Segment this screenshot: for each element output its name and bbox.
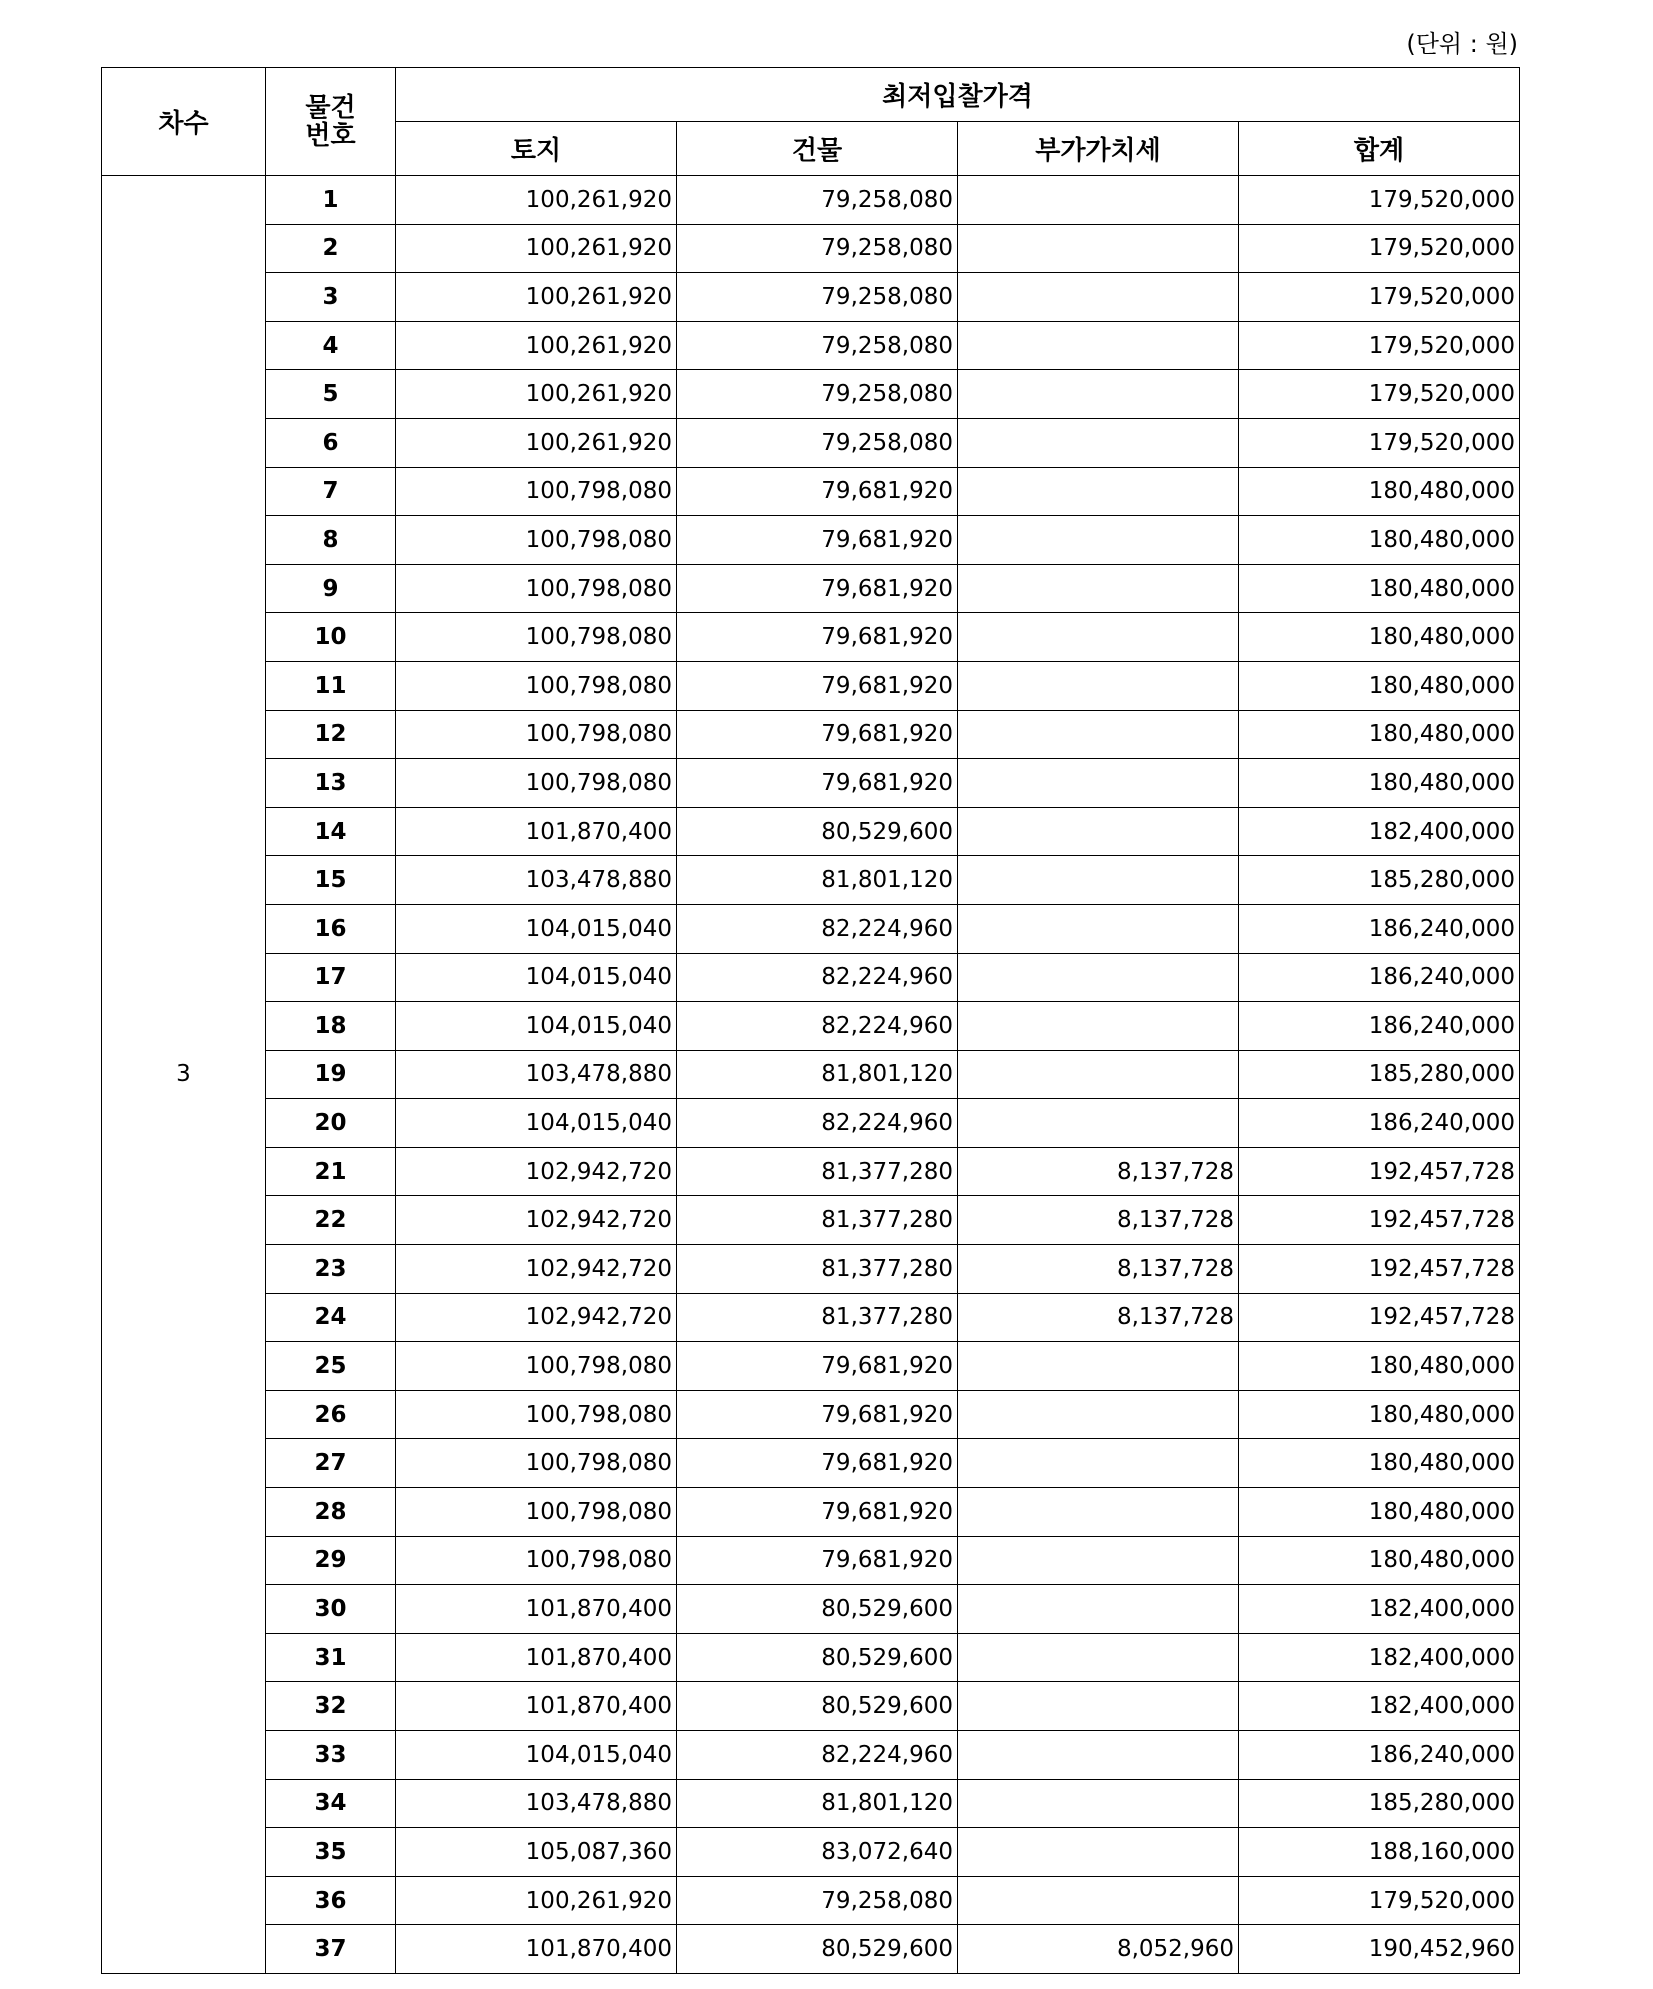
table-row (102, 710, 1520, 759)
table-row (102, 807, 1520, 856)
building-price-cell: 79,681,920 (677, 759, 958, 808)
table-row (102, 273, 1520, 322)
land-price-cell: 100,798,080 (396, 661, 677, 710)
land-price-cell: 104,015,040 (396, 1731, 677, 1780)
item-no-cell: 20 (266, 1099, 396, 1148)
table-row (102, 370, 1520, 419)
vat-cell (958, 370, 1239, 419)
land-price-cell: 103,478,880 (396, 1050, 677, 1099)
building-price-cell: 79,258,080 (677, 224, 958, 273)
table-row (102, 1488, 1520, 1537)
round-cell: 3 (102, 176, 266, 1974)
table-row (102, 1536, 1520, 1585)
item-no-cell: 27 (266, 1439, 396, 1488)
total-price-cell: 192,457,728 (1239, 1196, 1520, 1245)
item-no-cell: 15 (266, 856, 396, 905)
table-row (102, 516, 1520, 565)
building-price-cell: 82,224,960 (677, 953, 958, 1002)
total-price-cell: 192,457,728 (1239, 1245, 1520, 1294)
table-row (102, 661, 1520, 710)
item-no-cell: 3 (266, 273, 396, 322)
building-price-cell: 79,681,920 (677, 710, 958, 759)
building-price-cell: 82,224,960 (677, 904, 958, 953)
item-no-cell: 37 (266, 1925, 396, 1974)
land-price-cell: 104,015,040 (396, 1002, 677, 1051)
building-price-cell: 82,224,960 (677, 1002, 958, 1051)
total-price-cell: 179,520,000 (1239, 273, 1520, 322)
land-price-cell: 102,942,720 (396, 1245, 677, 1294)
building-price-cell: 80,529,600 (677, 1633, 958, 1682)
total-price-cell: 180,480,000 (1239, 613, 1520, 662)
vat-cell (958, 516, 1239, 565)
land-price-cell: 100,261,920 (396, 418, 677, 467)
table-row (102, 1293, 1520, 1342)
land-price-cell: 102,942,720 (396, 1196, 677, 1245)
table-row (102, 953, 1520, 1002)
total-price-cell: 185,280,000 (1239, 1050, 1520, 1099)
item-no-cell: 30 (266, 1585, 396, 1634)
total-price-cell: 190,452,960 (1239, 1925, 1520, 1974)
header-vat: 부가가치세 (958, 122, 1239, 176)
land-price-cell: 100,798,080 (396, 710, 677, 759)
header-round: 차수 (102, 68, 266, 176)
vat-cell (958, 564, 1239, 613)
vat-cell (958, 613, 1239, 662)
building-price-cell: 79,258,080 (677, 273, 958, 322)
building-price-cell: 79,681,920 (677, 1342, 958, 1391)
building-price-cell: 79,258,080 (677, 1876, 958, 1925)
building-price-cell: 79,681,920 (677, 1390, 958, 1439)
total-price-cell: 179,520,000 (1239, 370, 1520, 419)
land-price-cell: 100,798,080 (396, 759, 677, 808)
item-no-cell: 33 (266, 1731, 396, 1780)
total-price-cell: 185,280,000 (1239, 1779, 1520, 1828)
table-row (102, 1147, 1520, 1196)
table-row (102, 1682, 1520, 1731)
vat-cell (958, 467, 1239, 516)
vat-cell (958, 1779, 1239, 1828)
land-price-cell: 100,261,920 (396, 224, 677, 273)
building-price-cell: 79,681,920 (677, 613, 958, 662)
table-row (102, 418, 1520, 467)
vat-cell (958, 1390, 1239, 1439)
header-min-bid: 최저입찰가격 (396, 68, 1520, 122)
vat-cell (958, 176, 1239, 225)
item-no-cell: 31 (266, 1633, 396, 1682)
land-price-cell: 102,942,720 (396, 1147, 677, 1196)
building-price-cell: 82,224,960 (677, 1099, 958, 1148)
vat-cell (958, 661, 1239, 710)
vat-cell (958, 1682, 1239, 1731)
building-price-cell: 79,681,920 (677, 1439, 958, 1488)
land-price-cell: 103,478,880 (396, 856, 677, 905)
land-price-cell: 100,798,080 (396, 467, 677, 516)
building-price-cell: 81,377,280 (677, 1147, 958, 1196)
table-body (102, 176, 1520, 1974)
item-no-cell: 25 (266, 1342, 396, 1391)
table-row (102, 1050, 1520, 1099)
land-price-cell: 100,798,080 (396, 1488, 677, 1537)
vat-cell (958, 710, 1239, 759)
table-row (102, 1731, 1520, 1780)
building-price-cell: 80,529,600 (677, 1585, 958, 1634)
item-no-cell: 1 (266, 176, 396, 225)
table-row (102, 1779, 1520, 1828)
table-row (102, 1002, 1520, 1051)
vat-cell (958, 856, 1239, 905)
table-row (102, 759, 1520, 808)
item-no-cell: 22 (266, 1196, 396, 1245)
total-price-cell: 186,240,000 (1239, 1099, 1520, 1148)
table-row (102, 856, 1520, 905)
land-price-cell: 100,798,080 (396, 1536, 677, 1585)
item-no-cell: 13 (266, 759, 396, 808)
item-no-cell: 35 (266, 1828, 396, 1877)
vat-cell: 8,137,728 (958, 1293, 1239, 1342)
table-row (102, 1925, 1520, 1974)
total-price-cell: 180,480,000 (1239, 1390, 1520, 1439)
vat-cell (958, 1633, 1239, 1682)
total-price-cell: 180,480,000 (1239, 759, 1520, 808)
item-no-cell: 24 (266, 1293, 396, 1342)
building-price-cell: 80,529,600 (677, 1682, 958, 1731)
total-price-cell: 186,240,000 (1239, 953, 1520, 1002)
vat-cell: 8,052,960 (958, 1925, 1239, 1974)
total-price-cell: 182,400,000 (1239, 1633, 1520, 1682)
vat-cell: 8,137,728 (958, 1245, 1239, 1294)
vat-cell (958, 1002, 1239, 1051)
unit-label: (단위 : 원) (1406, 30, 1518, 58)
total-price-cell: 180,480,000 (1239, 661, 1520, 710)
total-price-cell: 186,240,000 (1239, 1002, 1520, 1051)
vat-cell (958, 759, 1239, 808)
building-price-cell: 79,681,920 (677, 564, 958, 613)
item-no-cell: 10 (266, 613, 396, 662)
item-no-cell: 19 (266, 1050, 396, 1099)
land-price-cell: 104,015,040 (396, 904, 677, 953)
building-price-cell: 79,258,080 (677, 370, 958, 419)
total-price-cell: 180,480,000 (1239, 516, 1520, 565)
item-no-cell: 32 (266, 1682, 396, 1731)
table-row (102, 321, 1520, 370)
building-price-cell: 79,258,080 (677, 418, 958, 467)
building-price-cell: 83,072,640 (677, 1828, 958, 1877)
land-price-cell: 101,870,400 (396, 1585, 677, 1634)
vat-cell (958, 1050, 1239, 1099)
building-price-cell: 79,681,920 (677, 661, 958, 710)
total-price-cell: 180,480,000 (1239, 564, 1520, 613)
item-no-cell: 12 (266, 710, 396, 759)
item-no-cell: 26 (266, 1390, 396, 1439)
land-price-cell: 100,261,920 (396, 370, 677, 419)
vat-cell (958, 321, 1239, 370)
building-price-cell: 79,681,920 (677, 467, 958, 516)
vat-cell (958, 1488, 1239, 1537)
table-row (102, 224, 1520, 273)
vat-cell (958, 904, 1239, 953)
total-price-cell: 179,520,000 (1239, 224, 1520, 273)
land-price-cell: 102,942,720 (396, 1293, 677, 1342)
total-price-cell: 179,520,000 (1239, 1876, 1520, 1925)
item-no-cell: 6 (266, 418, 396, 467)
total-price-cell: 185,280,000 (1239, 856, 1520, 905)
building-price-cell: 79,258,080 (677, 176, 958, 225)
land-price-cell: 104,015,040 (396, 1099, 677, 1148)
item-no-cell: 4 (266, 321, 396, 370)
vat-cell (958, 418, 1239, 467)
total-price-cell: 188,160,000 (1239, 1828, 1520, 1877)
building-price-cell: 79,681,920 (677, 516, 958, 565)
building-price-cell: 80,529,600 (677, 1925, 958, 1974)
total-price-cell: 180,480,000 (1239, 467, 1520, 516)
total-price-cell: 192,457,728 (1239, 1147, 1520, 1196)
table-row (102, 1439, 1520, 1488)
land-price-cell: 101,870,400 (396, 1925, 677, 1974)
table-row (102, 1828, 1520, 1877)
total-price-cell: 186,240,000 (1239, 904, 1520, 953)
table-row (102, 1245, 1520, 1294)
header-item-no-line1: 물건 (305, 92, 356, 123)
item-no-cell: 2 (266, 224, 396, 273)
vat-cell (958, 953, 1239, 1002)
vat-cell (958, 1876, 1239, 1925)
land-price-cell: 104,015,040 (396, 953, 677, 1002)
total-price-cell: 182,400,000 (1239, 1682, 1520, 1731)
vat-cell (958, 224, 1239, 273)
land-price-cell: 105,087,360 (396, 1828, 677, 1877)
vat-cell (958, 1099, 1239, 1148)
vat-cell (958, 807, 1239, 856)
header-land: 토지 (396, 122, 677, 176)
table-row (102, 1342, 1520, 1391)
building-price-cell: 79,258,080 (677, 321, 958, 370)
item-no-cell: 9 (266, 564, 396, 613)
land-price-cell: 100,261,920 (396, 321, 677, 370)
building-price-cell: 81,377,280 (677, 1293, 958, 1342)
table-row (102, 1633, 1520, 1682)
building-price-cell: 79,681,920 (677, 1488, 958, 1537)
item-no-cell: 11 (266, 661, 396, 710)
item-no-cell: 8 (266, 516, 396, 565)
item-no-cell: 28 (266, 1488, 396, 1537)
min-bid-price-table (101, 67, 1520, 1974)
total-price-cell: 179,520,000 (1239, 418, 1520, 467)
item-no-cell: 36 (266, 1876, 396, 1925)
total-price-cell: 186,240,000 (1239, 1731, 1520, 1780)
building-price-cell: 81,377,280 (677, 1245, 958, 1294)
header-item-no (266, 68, 396, 176)
item-no-cell: 14 (266, 807, 396, 856)
item-no-cell: 29 (266, 1536, 396, 1585)
item-no-cell: 34 (266, 1779, 396, 1828)
land-price-cell: 100,798,080 (396, 1342, 677, 1391)
vat-cell (958, 273, 1239, 322)
item-no-cell: 23 (266, 1245, 396, 1294)
vat-cell (958, 1585, 1239, 1634)
header-item-no-line2: 번호 (305, 120, 356, 151)
building-price-cell: 80,529,600 (677, 807, 958, 856)
table-row (102, 467, 1520, 516)
total-price-cell: 180,480,000 (1239, 1439, 1520, 1488)
item-no-cell: 16 (266, 904, 396, 953)
vat-cell (958, 1828, 1239, 1877)
land-price-cell: 100,261,920 (396, 176, 677, 225)
building-price-cell: 81,801,120 (677, 856, 958, 905)
land-price-cell: 101,870,400 (396, 1633, 677, 1682)
table-row (102, 1876, 1520, 1925)
vat-cell (958, 1439, 1239, 1488)
table-row (102, 1099, 1520, 1148)
land-price-cell: 101,870,400 (396, 1682, 677, 1731)
land-price-cell: 100,798,080 (396, 613, 677, 662)
building-price-cell: 81,377,280 (677, 1196, 958, 1245)
table-row (102, 1585, 1520, 1634)
vat-cell (958, 1536, 1239, 1585)
table-row (102, 1390, 1520, 1439)
vat-cell (958, 1342, 1239, 1391)
table-row (102, 1196, 1520, 1245)
total-price-cell: 179,520,000 (1239, 321, 1520, 370)
vat-cell: 8,137,728 (958, 1196, 1239, 1245)
table-row (102, 904, 1520, 953)
total-price-cell: 192,457,728 (1239, 1293, 1520, 1342)
header-building: 건물 (677, 122, 958, 176)
table-row (102, 176, 1520, 225)
land-price-cell: 100,261,920 (396, 1876, 677, 1925)
building-price-cell: 79,681,920 (677, 1536, 958, 1585)
header-total: 합계 (1239, 122, 1520, 176)
land-price-cell: 100,798,080 (396, 1439, 677, 1488)
land-price-cell: 100,261,920 (396, 273, 677, 322)
item-no-cell: 5 (266, 370, 396, 419)
land-price-cell: 101,870,400 (396, 807, 677, 856)
table-header (102, 68, 1520, 176)
vat-cell: 8,137,728 (958, 1147, 1239, 1196)
building-price-cell: 82,224,960 (677, 1731, 958, 1780)
total-price-cell: 182,400,000 (1239, 807, 1520, 856)
building-price-cell: 81,801,120 (677, 1050, 958, 1099)
item-no-cell: 18 (266, 1002, 396, 1051)
table-row (102, 613, 1520, 662)
land-price-cell: 103,478,880 (396, 1779, 677, 1828)
item-no-cell: 7 (266, 467, 396, 516)
table-row (102, 564, 1520, 613)
total-price-cell: 180,480,000 (1239, 1536, 1520, 1585)
item-no-cell: 21 (266, 1147, 396, 1196)
total-price-cell: 180,480,000 (1239, 710, 1520, 759)
land-price-cell: 100,798,080 (396, 564, 677, 613)
building-price-cell: 81,801,120 (677, 1779, 958, 1828)
land-price-cell: 100,798,080 (396, 516, 677, 565)
total-price-cell: 180,480,000 (1239, 1342, 1520, 1391)
item-no-cell: 17 (266, 953, 396, 1002)
vat-cell (958, 1731, 1239, 1780)
total-price-cell: 182,400,000 (1239, 1585, 1520, 1634)
total-price-cell: 180,480,000 (1239, 1488, 1520, 1537)
land-price-cell: 100,798,080 (396, 1390, 677, 1439)
total-price-cell: 179,520,000 (1239, 176, 1520, 225)
